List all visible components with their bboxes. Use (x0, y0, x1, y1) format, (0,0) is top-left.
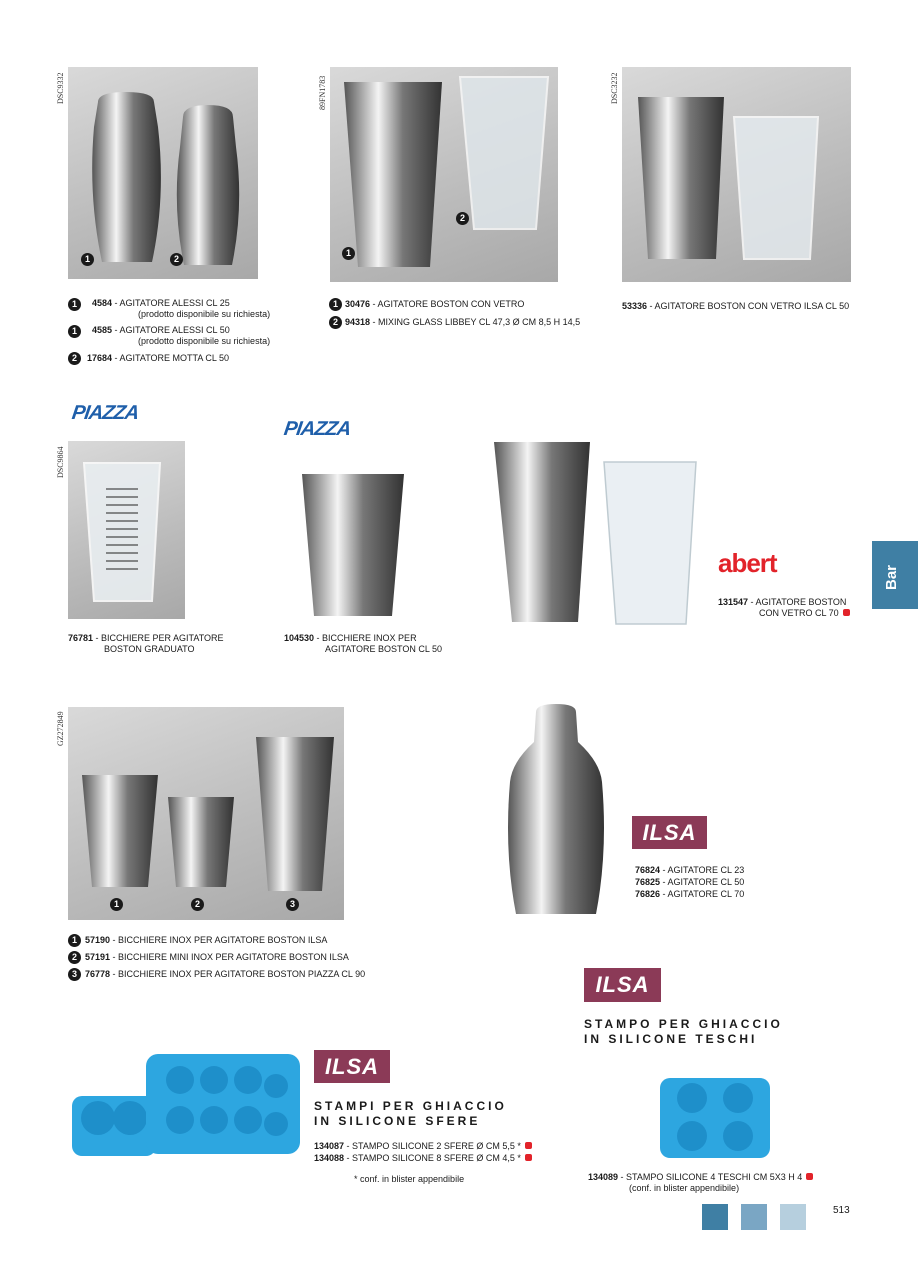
product-code: 30476 (345, 299, 371, 309)
product-code: 134089 (588, 1172, 619, 1182)
availability-dot (843, 609, 850, 616)
product-desc: - MIXING GLASS LIBBEY CL 47,3 Ø CM 8,5 H 14,5 (370, 317, 581, 327)
product-photo-skull-mold (652, 1056, 778, 1164)
product-code: 4585 (92, 325, 113, 335)
badge-2: 2 (329, 316, 342, 329)
section-heading: STAMPO PER GHIACCIO (584, 1017, 783, 1031)
caption-line (345, 299, 524, 310)
ilsa-logo: ILSA (584, 968, 661, 1002)
abert-boston-illustration (490, 440, 700, 625)
skull-mold-illustration (652, 1056, 778, 1164)
badge-1: 1 (342, 247, 355, 260)
caption-line (718, 597, 846, 608)
product-photo-graduated-glass (68, 441, 185, 619)
product-code: 104530 (284, 633, 315, 643)
product-desc: - STAMPO SILICONE 2 SFERE Ø CM 5,5 * (344, 1141, 521, 1151)
photo-code: DSC3232 (610, 72, 619, 104)
product-photo-abert-boston (490, 440, 700, 625)
product-code: 53336 (622, 301, 648, 311)
availability-dot (525, 1142, 532, 1149)
section-heading: IN SILICONE SFERE (314, 1114, 481, 1128)
product-photo-boston-glass (330, 67, 558, 282)
product-code: 76778 (85, 969, 111, 979)
piazza-logo: PIAZZA (282, 418, 352, 440)
badge-2: 2 (68, 951, 81, 964)
product-photo-inox-glass (298, 466, 408, 621)
product-photo-inox-glasses (68, 707, 344, 920)
product-desc: - BICCHIERE INOX PER AGITATORE BOSTON ILSA (110, 935, 328, 945)
badge-3: 3 (286, 898, 299, 911)
inox-glasses-illustration (68, 707, 344, 920)
photo-code: DSC9332 (56, 72, 65, 104)
caption-line (314, 1153, 532, 1164)
badge-1: 1 (68, 934, 81, 947)
caption-line (635, 877, 744, 888)
caption-line (85, 952, 349, 963)
product-desc: - AGITATORE BOSTON CON VETRO ILSA CL 50 (647, 301, 850, 311)
photo-code: GZ272849 (56, 711, 65, 746)
section-tab-label: Bar (883, 564, 900, 590)
color-square (741, 1204, 767, 1230)
caption-line (635, 889, 744, 900)
caption-line (85, 935, 327, 946)
caption-line-2 (759, 608, 850, 619)
badge-3: 3 (68, 968, 81, 981)
product-desc: - AGITATORE BOSTON CON VETRO (370, 299, 525, 309)
product-code: 94318 (345, 317, 371, 327)
caption-line-2: AGITATORE BOSTON CL 50 (325, 644, 443, 654)
section-heading: IN SILICONE TESCHI (584, 1032, 758, 1046)
inox-glass-illustration (298, 466, 408, 621)
badge-1: 1 (329, 298, 342, 311)
badge-2: 2 (191, 898, 204, 911)
badge-1: 1 (110, 898, 123, 911)
caption-note: (prodotto disponibile su richiesta) (138, 309, 271, 319)
section-heading: STAMPI PER GHIACCIO (314, 1099, 507, 1113)
badge-1: 1 (68, 325, 81, 338)
badge-2: 2 (456, 212, 469, 225)
product-code: 57190 (85, 935, 111, 945)
product-desc: - AGITATORE CL 70 (660, 889, 745, 899)
badge-1: 1 (81, 253, 94, 266)
boston-illustration (330, 67, 558, 282)
badge-2: 2 (68, 352, 81, 365)
product-desc: - AGITATORE CL 23 (660, 865, 745, 875)
caption-line (635, 865, 744, 876)
ilsa-logo: ILSA (314, 1050, 390, 1083)
caption-line (622, 301, 849, 312)
caption-line (92, 298, 230, 309)
product-desc: - AGITATORE ALESSI CL 50 (112, 325, 230, 335)
caption-line (68, 633, 224, 644)
ilsa-boston-illustration (622, 67, 851, 282)
product-desc: - STAMPO SILICONE 4 TESCHI CM 5X3 H 4 (618, 1172, 803, 1182)
product-code: 76825 (635, 877, 661, 887)
product-photo-cobbler-shaker (504, 702, 608, 918)
caption-note: (conf. in blister appendibile) (629, 1183, 740, 1193)
product-code: 76781 (68, 633, 94, 643)
graduated-glass-illustration (68, 441, 185, 619)
shaker-illustration (68, 67, 258, 279)
caption-line (284, 633, 417, 644)
photo-code: DSC9864 (56, 446, 65, 478)
product-desc: - AGITATORE BOSTON (748, 597, 847, 607)
caption-line (87, 353, 229, 364)
caption-line (92, 325, 230, 336)
piazza-logo: PIAZZA (70, 402, 140, 424)
caption-line (345, 317, 580, 328)
availability-dot (525, 1154, 532, 1161)
page-number: 513 (833, 1205, 850, 1216)
product-code: 76824 (635, 865, 661, 875)
photo-code: 89FN1783 (318, 75, 327, 110)
product-desc: - AGITATORE ALESSI CL 25 (112, 298, 230, 308)
product-desc: - BICCHIERE PER AGITATORE (93, 633, 224, 643)
availability-dot (806, 1173, 813, 1180)
product-desc: - BICCHIERE INOX PER AGITATORE BOSTON PIAZZA CL 90 (110, 969, 366, 979)
color-square (780, 1204, 806, 1230)
product-desc: - STAMPO SILICONE 8 SFERE Ø CM 4,5 * (344, 1153, 521, 1163)
abert-logo: abert (718, 548, 777, 578)
product-photo-sphere-molds (68, 1046, 304, 1164)
caption-line (85, 969, 365, 980)
color-square (702, 1204, 728, 1230)
product-code: 131547 (718, 597, 749, 607)
product-photo-ilsa-boston (622, 67, 851, 282)
ilsa-logo: ILSA (632, 816, 707, 849)
product-desc: - BICCHIERE INOX PER (314, 633, 417, 643)
product-code: 76826 (635, 889, 661, 899)
sphere-molds-illustration (68, 1046, 304, 1164)
product-code: 134087 (314, 1141, 345, 1151)
product-photo-alessi-shakers (68, 67, 258, 279)
caption-line-2: BOSTON GRADUATO (104, 644, 195, 654)
product-desc: - BICCHIERE MINI INOX PER AGITATORE BOSTON ILSA (110, 952, 349, 962)
cobbler-shaker-illustration (504, 702, 608, 918)
product-desc: - AGITATORE CL 50 (660, 877, 745, 887)
caption-note: (prodotto disponibile su richiesta) (138, 336, 271, 346)
product-desc: CON VETRO CL 70 (759, 608, 839, 618)
product-code: 134088 (314, 1153, 345, 1163)
badge-1: 1 (68, 298, 81, 311)
caption-note: * conf. in blister appendibile (354, 1174, 465, 1184)
caption-line (588, 1172, 813, 1183)
product-code: 17684 (87, 353, 113, 363)
product-code: 57191 (85, 952, 111, 962)
caption-line (314, 1141, 532, 1152)
product-code: 4584 (92, 298, 113, 308)
badge-2: 2 (170, 253, 183, 266)
product-desc: - AGITATORE MOTTA CL 50 (112, 353, 230, 363)
